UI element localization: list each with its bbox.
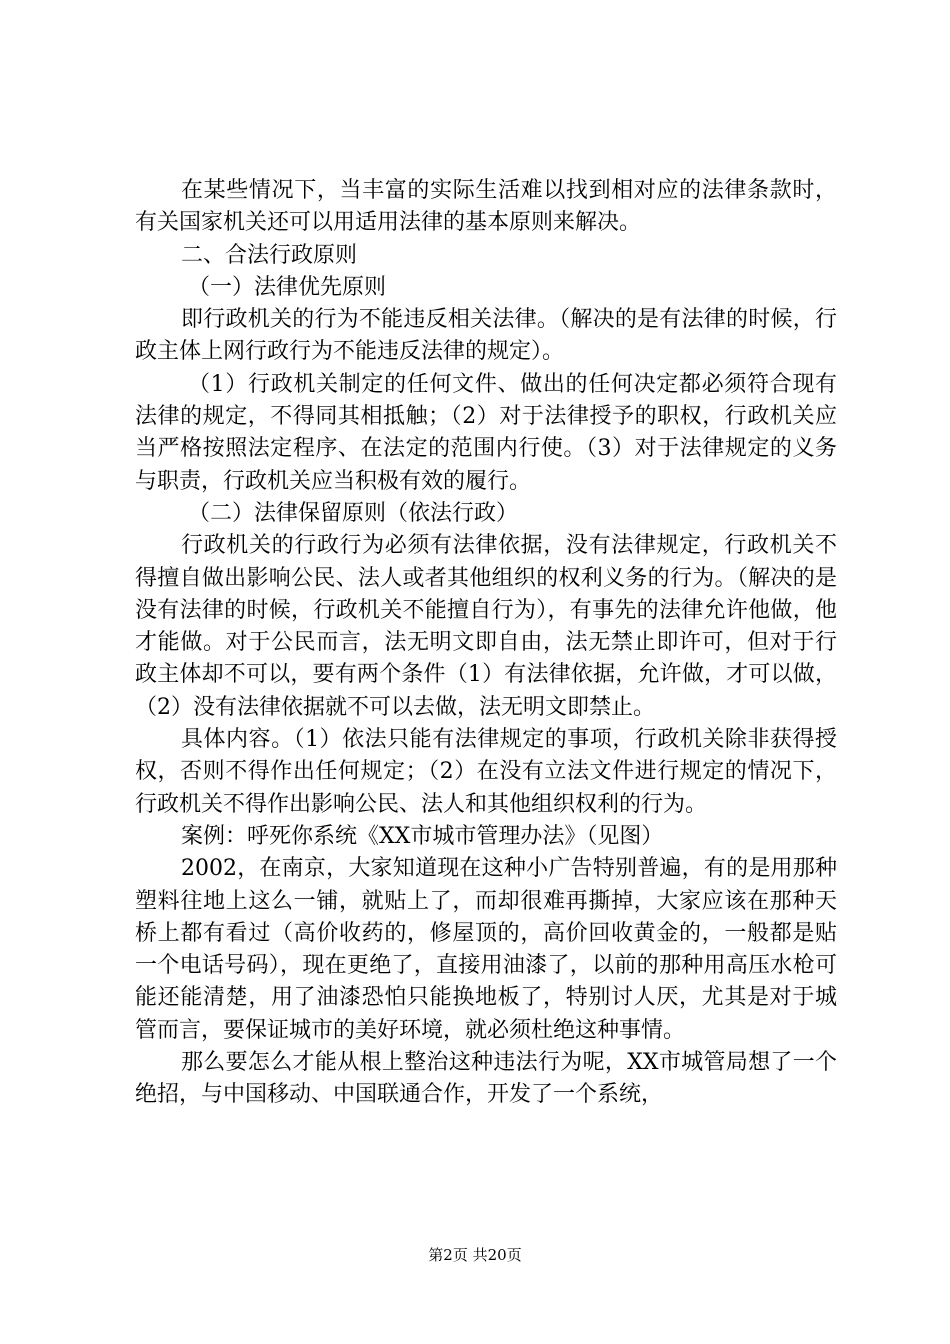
section-heading: 二、合法行政原则 xyxy=(181,242,358,268)
paragraph: 在某些情况下，当丰富的实际生活难以找到相对应的法律条款时，有关国家机关还可以用适用法律的基本原则来解决。 xyxy=(135,178,837,236)
paragraph: （1）行政机关制定的任何文件、做出的任何决定都必须符合现有法律的规定，不得同其相抵触；（2）对于法律授予的职权，行政机关应当严格按照法定程序、在法定的范围内行使。（3）对于法律规定的义务与职责，行政机关应当积极有效的履行。 xyxy=(135,371,837,494)
page-footer: 第2页 共20页 xyxy=(428,1246,522,1264)
subsection-heading: （二）法律保留原则（依法行政） xyxy=(188,500,519,526)
paragraph: 案例：呼死你系统《XX市城市管理办法》（见图） xyxy=(181,823,664,849)
paragraph: 行政机关的行政行为必须有法律依据，没有法律规定，行政机关不得擅自做出影响公民、法人或者其他组织的权利义务的行为。（解决的是没有法律的时候，行政机关不能擅自行为），有事先的法律允许他做，他才能做。对于公民而言，法无明文即自由，法无禁止即许可，但对于行政主体却不可以，要有两个条件（1）有法律依据，允许做，才可以做，（2）没有法律依据就不可以去做，法无明文即禁止。 xyxy=(135,533,837,720)
document-body xyxy=(135,175,837,1112)
paragraph: 那么要怎么才能从根上整治这种违法行为呢，XX市城管局想了一个绝招，与中国移动、中国联通合作，开发了一个系统， xyxy=(135,1050,837,1108)
paragraph: 即行政机关的行为不能违反相关法律。（解决的是有法律的时候，行政主体上网行政行为不能违反法律的规定）。 xyxy=(135,307,837,365)
paragraph: 具体内容。（1）依法只能有法律规定的事项，行政机关除非获得授权，否则不得作出任何规定；（2）在没有立法文件进行规定的情况下，行政机关不得作出影响公民、法人和其他组织权利的行为。 xyxy=(135,727,837,817)
paragraph: 2002，在南京，大家知道现在这种小广告特别普遍，有的是用那种塑料往地上这么一铺，就贴上了，而却很难再撕掉，大家应该在那种天桥上都有看过（高价收药的，修屋顶的，高价回收黄金的，一般都是贴一个电话号码），现在更绝了，直接用油漆了，以前的那种用高压水枪可能还能清楚，用了油漆恐怕只能换地板了，特别讨人厌，尤其是对于城管而言，要保证城市的美好环境，就必须杜绝这种事情。 xyxy=(135,856,837,1043)
subsection-heading: （一）法律优先原则 xyxy=(188,274,387,300)
